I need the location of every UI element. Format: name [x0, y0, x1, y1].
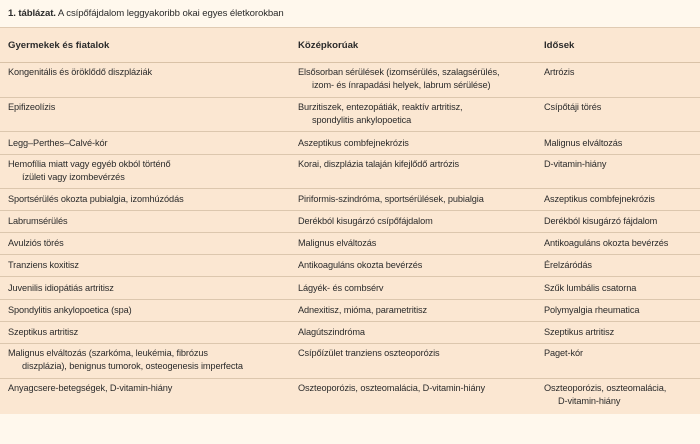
cell-line: Csípőízület tranziens oszteoporózis: [298, 348, 440, 358]
cell-line: Adnexitisz, mióma, parametritisz: [298, 305, 428, 315]
table-row: [0, 300, 700, 322]
causes-table: [0, 27, 700, 414]
middle-aged-cell: [294, 132, 540, 155]
table-row: [0, 379, 700, 414]
table-row: [0, 189, 700, 211]
middle-aged-cell: [294, 63, 540, 98]
cell-line: Labrumsérülés: [8, 216, 68, 226]
middle-aged-cell: [294, 98, 540, 132]
children-cell: [0, 189, 294, 211]
middle-aged-cell: [294, 322, 540, 344]
middle-aged-cell: [294, 344, 540, 379]
cell-line: Lágyék- és combsérv: [298, 282, 384, 293]
children-cell: [0, 277, 294, 300]
elderly-cell: [540, 63, 700, 98]
cell-line: Aszeptikus combfejnekrózis: [298, 137, 409, 148]
cell-line: Polymyalgia rheumatica: [544, 305, 640, 315]
cell-line: Korai, diszplázia talaján kifejlődő artrózis: [298, 159, 460, 169]
middle-aged-cell: [294, 379, 540, 414]
middle-aged-cell: [294, 155, 540, 189]
elderly-cell: [540, 379, 700, 414]
children-cell: [0, 344, 294, 379]
table-row: [0, 255, 700, 277]
cell-line: Anyagcsere-betegségek, D-vitamin-hiány: [8, 383, 173, 393]
elderly-cell: [540, 322, 700, 344]
children-cell: [0, 233, 294, 255]
children-cell: [0, 300, 294, 322]
cell-line: Oszteoporózis, oszteomalácia,: [544, 383, 667, 393]
cell-line: Szeptikus artritisz: [8, 327, 79, 337]
caption-text: A csípőfájdalom leggyakoribb okai egyes életkorokban: [57, 8, 284, 19]
elderly-cell: [540, 300, 700, 322]
children-cell: [0, 155, 294, 189]
cell-line: Szeptikus artritisz: [544, 327, 615, 337]
cell-line: Tranziens koxitisz: [8, 260, 79, 270]
elderly-cell: [540, 277, 700, 300]
cell-line: Piriformis-szindróma, sportsérülések, pubialgia: [298, 194, 484, 204]
cell-line: Artrózis: [544, 67, 575, 77]
cell-line: Csípőtáji törés: [544, 102, 602, 112]
cell-line: Érelzáródás: [544, 260, 592, 270]
table-row: [0, 233, 700, 255]
cell-line: Paget-kór: [544, 348, 583, 358]
table-row: [0, 63, 700, 98]
header-elderly: Idősek: [540, 28, 700, 63]
elderly-cell: [540, 98, 700, 132]
cell-line: Epifizeolízis: [8, 102, 56, 112]
cell-line: Aszeptikus combfejnekrózis: [544, 194, 655, 204]
elderly-cell: [540, 189, 700, 211]
cell-line: Alagútszindróma: [298, 327, 365, 337]
table-row: [0, 277, 700, 300]
children-cell: [0, 322, 294, 344]
caption-label: 1. táblázat.: [8, 8, 56, 19]
cell-line: Juvenilis idiopátiás artritisz: [8, 282, 114, 293]
cell-line: Sportsérülés okozta pubialgia, izomhúzódás: [8, 194, 184, 204]
cell-line: Oszteoporózis, oszteomalácia, D-vitamin-hiány: [298, 383, 485, 393]
cell-line: D-vitamin-hiány: [544, 159, 607, 169]
middle-aged-cell: [294, 211, 540, 233]
table-caption: [0, 0, 700, 27]
middle-aged-cell: [294, 189, 540, 211]
cell-line: Spondylitis ankylopoetica (spa): [8, 305, 132, 315]
table-row: [0, 98, 700, 132]
cell-line: Derékból kisugárzó fájdalom: [544, 216, 658, 226]
elderly-cell: [540, 233, 700, 255]
middle-aged-cell: [294, 300, 540, 322]
elderly-cell: [540, 344, 700, 379]
table-row: [0, 211, 700, 233]
cell-line: Malignus elváltozás: [298, 238, 377, 248]
cell-line: D-vitamin-hiány: [558, 396, 621, 406]
header-middle-aged: Középkorúak: [294, 28, 540, 63]
elderly-cell: [540, 132, 700, 155]
cell-line: spondylitis ankylopoetica: [312, 115, 412, 125]
children-cell: [0, 98, 294, 132]
header-children: Gyermekek és fiatalok: [0, 28, 294, 63]
cell-line: diszplázia), benignus tumorok, osteogenesis imperfecta: [22, 361, 243, 371]
children-cell: [0, 379, 294, 414]
elderly-cell: [540, 255, 700, 277]
middle-aged-cell: [294, 255, 540, 277]
cell-line: izom- és ínrapadási helyek, labrum sérülése): [312, 80, 491, 90]
cell-line: Antikoaguláns okozta bevérzés: [298, 260, 423, 270]
children-cell: [0, 211, 294, 233]
children-cell: [0, 132, 294, 155]
cell-line: Antikoaguláns okozta bevérzés: [544, 238, 669, 248]
table-body: [0, 63, 700, 414]
children-cell: [0, 255, 294, 277]
table-row: [0, 155, 700, 189]
table-header-row: [0, 28, 700, 63]
table-row: [0, 132, 700, 155]
cell-line: Malignus elváltozás (szarkóma, leukémia, fibrózus: [8, 348, 208, 358]
children-cell: [0, 63, 294, 98]
cell-line: Avulziós törés: [8, 238, 64, 248]
cell-line: Legg–Perthes–Calvé-kór: [8, 137, 108, 148]
cell-line: Burzitiszek, entezopátiák, reaktív artritisz,: [298, 102, 463, 112]
table-row: [0, 322, 700, 344]
elderly-cell: [540, 155, 700, 189]
cell-line: Malignus elváltozás: [544, 137, 623, 148]
cell-line: ízületi vagy izombevérzés: [22, 172, 125, 182]
cell-line: Derékból kisugárzó csípőfájdalom: [298, 216, 433, 226]
cell-line: Kongenitális és öröklődő diszpláziák: [8, 67, 152, 77]
cell-line: Elsősorban sérülések (izomsérülés, szalagsérülés,: [298, 67, 500, 77]
middle-aged-cell: [294, 277, 540, 300]
cell-line: Hemofília miatt vagy egyéb okból történő: [8, 159, 171, 169]
middle-aged-cell: [294, 233, 540, 255]
elderly-cell: [540, 211, 700, 233]
table-row: [0, 344, 700, 379]
cell-line: Szűk lumbális csatorna: [544, 282, 637, 293]
